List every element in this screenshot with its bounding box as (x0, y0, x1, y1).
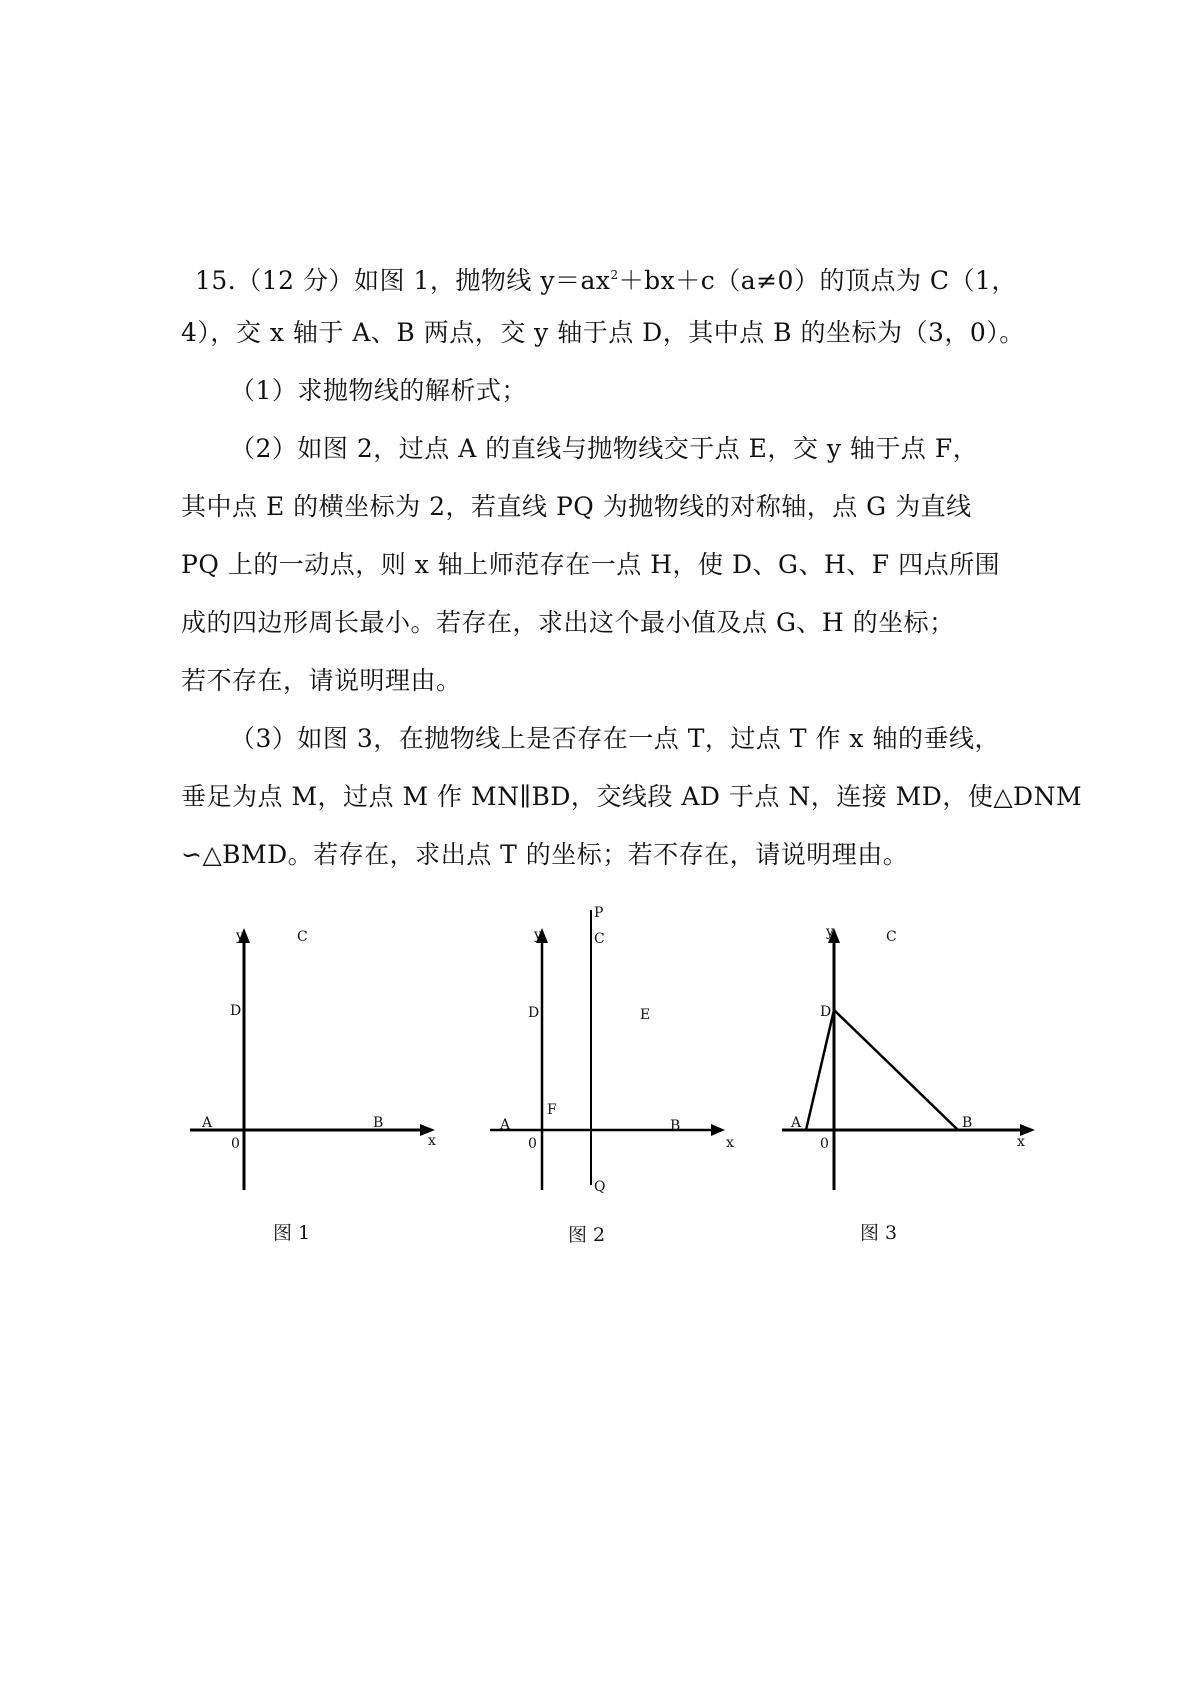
x-label: x (726, 1135, 734, 1151)
point-e-label: E (640, 1007, 651, 1023)
part-3-line-3: ∽△BMD。若存在，求出点 T 的坐标；若不存在，请说明理由。 (181, 840, 909, 869)
figure-1-diagram (180, 910, 480, 1210)
x-axis-arrow-icon (711, 1124, 725, 1136)
y-label: y (236, 928, 244, 944)
point-b-label: B (373, 1115, 384, 1131)
point-q-label: Q (594, 1179, 606, 1195)
part-2-line-5: 若不存在，请说明理由。 (181, 666, 462, 695)
part-2-line-1: （2）如图 2，过点 A 的直线与抛物线交于点 E，交 y 轴于点 F， (230, 434, 979, 463)
x-label: x (1017, 1134, 1025, 1150)
part-3-line-1: （3）如图 3，在抛物线上是否存在一点 T，过点 T 作 x 轴的垂线， (230, 724, 1000, 753)
point-d-label: D (230, 1003, 242, 1019)
part-2-line-4: 成的四边形周长最小。若存在，求出这个最小值及点 G、H 的坐标； (181, 608, 955, 637)
point-a-label: A (500, 1117, 511, 1133)
origin-label: 0 (231, 1136, 240, 1152)
point-c-label: C (297, 929, 308, 945)
figure-1 (180, 910, 480, 1244)
part-2-line-2: 其中点 E 的横坐标为 2，若直线 PQ 为抛物线的对称轴，点 G 为直线 (181, 492, 972, 521)
point-c-label: C (594, 931, 605, 947)
part-1-text: （1）求抛物线的解析式； (230, 376, 527, 405)
point-d-label: D (528, 1005, 540, 1021)
y-label: y (534, 927, 542, 943)
problem-line-1a: 15.（12 分）如图 1，抛物线 y＝ax (195, 266, 611, 295)
point-a-label: A (202, 1115, 213, 1131)
point-d-label: D (820, 1004, 832, 1020)
point-a-label: A (791, 1115, 802, 1131)
figure-2-diagram (480, 895, 760, 1215)
part-2-line-3: PQ 上的一动点，则 x 轴上师范存在一点 H，使 D、G、H、F 四点所围 (181, 550, 1001, 579)
part-3-line-2: 垂足为点 M，过点 M 作 MN∥BD，交线段 AD 于点 N，连接 MD，使△DNM (181, 782, 1083, 811)
figure-1-caption: 图 1 (273, 1222, 311, 1244)
origin-label: 0 (820, 1136, 829, 1152)
point-f-label: F (547, 1102, 557, 1118)
problem-line-2: 4），交 x 轴于 A、B 两点，交 y 轴于点 D，其中点 B 的坐标为（3，0）。 (181, 318, 1025, 347)
problem-line-1 (195, 258, 1017, 298)
figure-3-caption: 图 3 (860, 1222, 898, 1244)
x-label: x (428, 1133, 436, 1149)
figure-3 (770, 910, 1060, 1244)
figure-2 (480, 895, 760, 1246)
problem-line-1b: ＋bx＋c（a≠0）的顶点为 C（1， (618, 266, 1017, 295)
segment-db (834, 1010, 958, 1130)
figure-3-diagram (770, 910, 1060, 1210)
segment-ad (806, 1010, 834, 1130)
point-c-label: C (886, 929, 897, 945)
point-b-label: B (670, 1118, 681, 1134)
exponent: 2 (610, 268, 619, 282)
point-b-label: B (962, 1115, 973, 1131)
point-p-label: P (594, 905, 604, 921)
origin-label: 0 (528, 1136, 537, 1152)
figure-2-caption: 图 2 (568, 1224, 606, 1246)
y-label: y (826, 924, 834, 940)
